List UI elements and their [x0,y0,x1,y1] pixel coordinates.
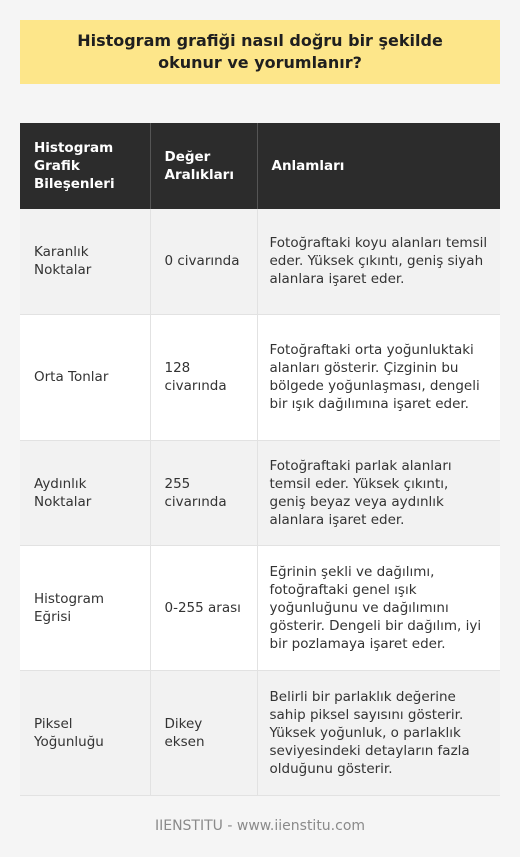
footer-credit: IIENSTITU - www.iienstitu.com [154,818,366,834]
cell-component: Piksel Yoğunluğu [20,670,150,795]
cell-meaning: Eğrinin şekli ve dağılımı, fotoğraftaki genel ışık yoğunluğunu ve dağılımını gösterir. Dengeli bir dağılım, iyi bir pozlamaya işaret eder. [257,545,500,670]
header-range: Değer Aralıkları [150,123,257,209]
table-header-row [20,123,500,209]
table-row [20,545,500,670]
table-row [20,314,500,440]
cell-range: 0 civarında [150,209,257,314]
cell-meaning: Fotoğraftaki koyu alanları temsil eder. Yüksek çıkıntı, geniş siyah alanlara işaret eder. [257,209,500,314]
cell-meaning: Fotoğraftaki parlak alanları temsil eder. Yüksek çıkıntı, geniş beyaz veya aydınlık alanlara işaret eder. [257,440,500,545]
cell-range: 0-255 arası [150,545,257,670]
page-title: Histogram grafiği nasıl doğru bir şekilde okunur ve yorumlanır? [77,31,443,72]
cell-component: Orta Tonlar [20,314,150,440]
cell-range: 128 civarında [150,314,257,440]
table-row [20,440,500,545]
title-banner [20,20,500,84]
cell-component: Aydınlık Noktalar [20,440,150,545]
header-meaning: Anlamları [257,123,500,209]
table-row [20,209,500,314]
header-component: Histogram Grafik Bileşenleri [20,123,150,209]
cell-range: 255 civarında [150,440,257,545]
histogram-table [20,123,500,796]
cell-range: Dikey eksen [150,670,257,795]
table-row [20,670,500,795]
cell-component: Histogram Eğrisi [20,545,150,670]
cell-component: Karanlık Noktalar [20,209,150,314]
cell-meaning: Belirli bir parlaklık değerine sahip piksel sayısını gösterir. Yüksek yoğunluk, o parlaklık seviyesindeki detayların fazla olduğunu gösterir. [257,670,500,795]
cell-meaning: Fotoğraftaki orta yoğunluktaki alanları gösterir. Çizginin bu bölgede yoğunlaşması, dengeli bir ışık dağılımına işaret eder. [257,314,500,440]
